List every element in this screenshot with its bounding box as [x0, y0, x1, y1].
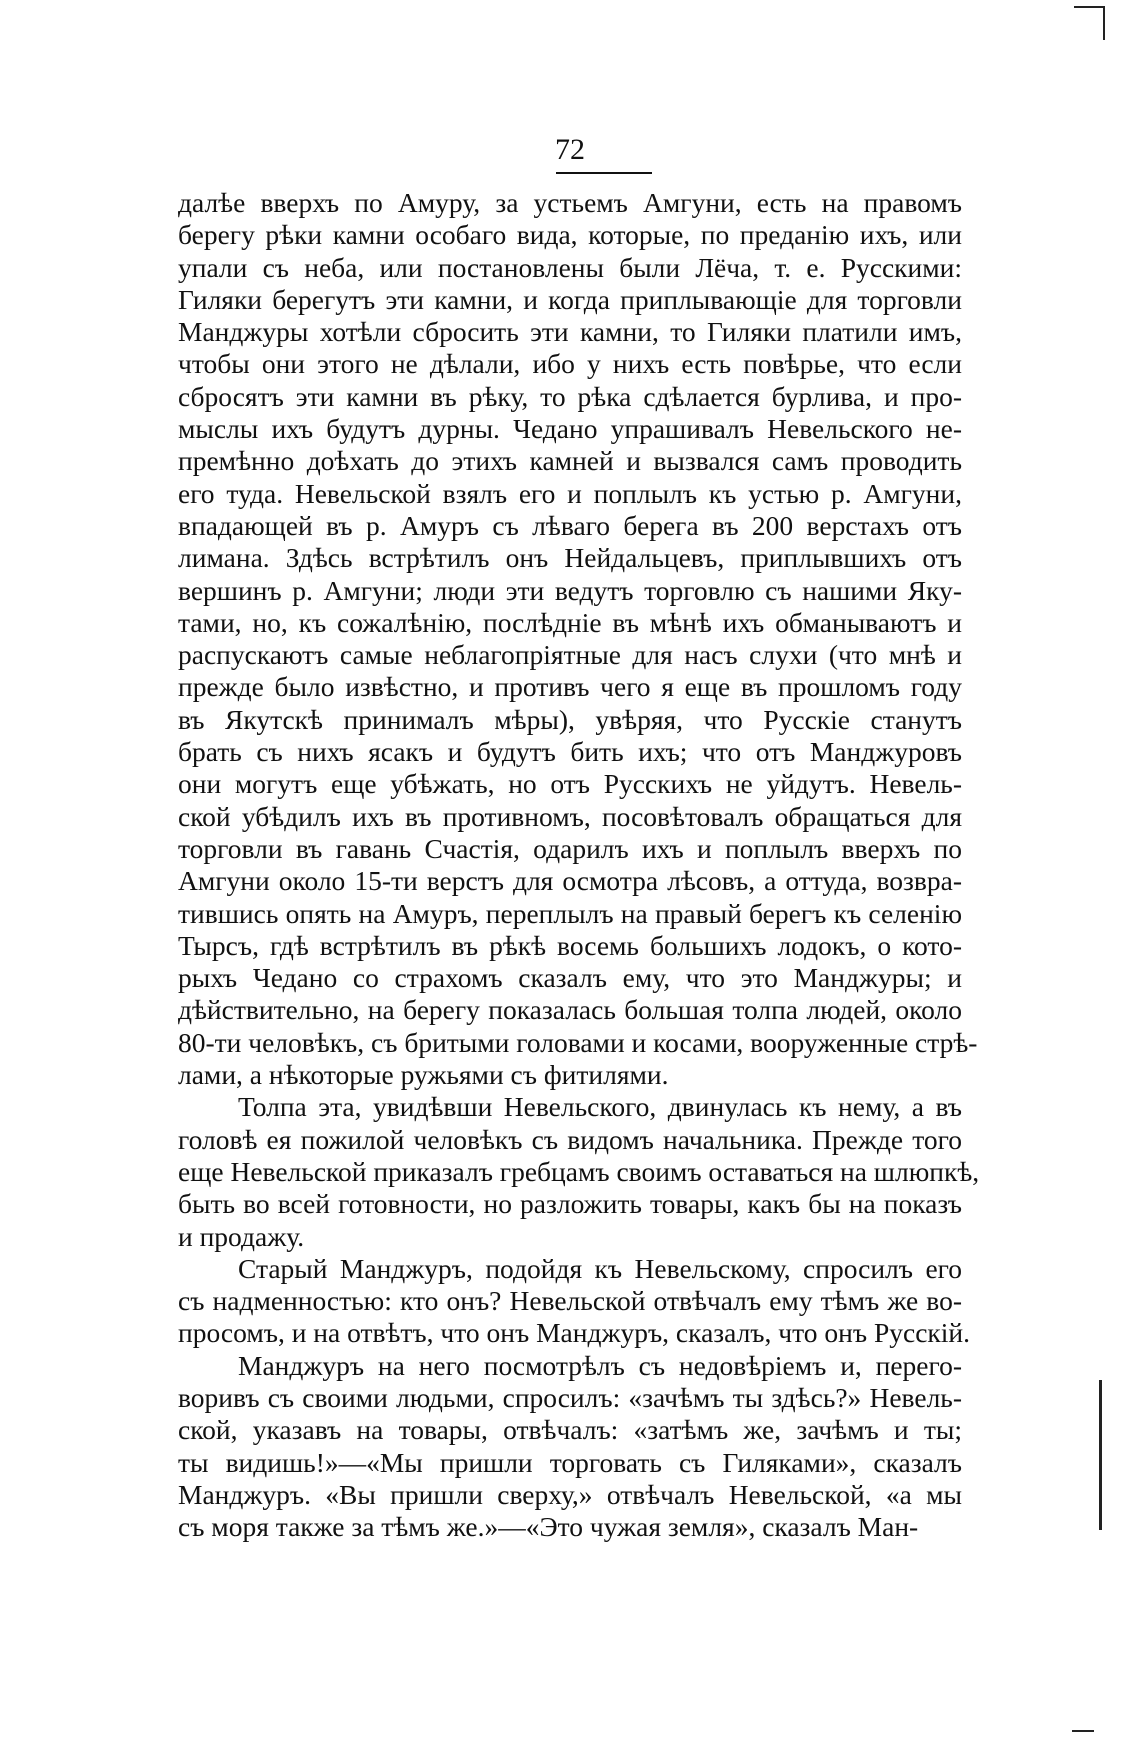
text-line: головѣ ея пожилой человѣкъ съ видомъ начальника. Прежде того	[178, 1123, 962, 1155]
text-line: упали съ неба, или постановлены были Лёча, т. е. Русскими:	[178, 251, 962, 283]
text-line: и продажу.	[178, 1220, 305, 1252]
text-line: ской, указавъ на товары, отвѣчалъ: «затѣмъ же, зачѣмъ и ты;	[178, 1414, 962, 1446]
text-line: торговли въ гавань Счастія, одарилъ ихъ и поплылъ вверхъ по	[178, 832, 962, 864]
text-line: Манджуры хотѣли сбросить эти камни, то Гиляки платили имъ,	[178, 316, 962, 348]
paragraph	[178, 1350, 962, 1544]
text-line: въ Якутскѣ принималъ мѣры), увѣряя, что Русскіе станутъ	[178, 703, 962, 735]
text-line: Манджуръ. «Вы пришли сверху,» отвѣчалъ Невельской, «а мы	[178, 1478, 962, 1510]
paragraph	[178, 187, 978, 1091]
text-line: просомъ, и на отвѣтъ, что онъ Манджуръ, сказалъ, что онъ Русскій.	[178, 1317, 970, 1349]
scan-edge-mark-top-rule	[1074, 6, 1105, 8]
text-line: быть во всей готовности, но разложить товары, какъ бы на показъ	[178, 1188, 962, 1220]
text-line: его туда. Невельской взялъ его и поплылъ къ устью р. Амгуни,	[178, 477, 962, 509]
text-line: лами, а нѣкоторые ружьями съ фитилями.	[178, 1059, 669, 1091]
text-line: далѣе вверхъ по Амуру, за устьемъ Амгуни, есть на правомъ	[178, 187, 962, 218]
text-line: воривъ съ своими людьми, спросилъ: «зачѣмъ ты здѣсь?» Невель-	[178, 1381, 962, 1413]
text-line: брать съ нихъ ясакъ и будутъ бить ихъ; что отъ Манджуровъ	[178, 736, 962, 768]
text-line: ты видишь!»—«Мы пришли торговать съ Гиляками», сказалъ	[178, 1446, 962, 1478]
text-line: прежде было извѣстно, и противъ чего я еще въ прошломъ году	[178, 671, 962, 703]
body-text	[178, 187, 980, 1543]
paragraph	[178, 1252, 970, 1350]
scan-edge-mark-top	[1103, 6, 1105, 40]
text-line: 80-ти человѣкъ, съ бритыми головами и косами, вооруженные стрѣ-	[178, 1026, 978, 1058]
scan-edge-mark-right	[1099, 1380, 1102, 1530]
text-line: Манджуръ на него посмотрѣлъ съ недовѣріемъ и, перего-	[238, 1349, 962, 1381]
text-line: впадающей въ р. Амуръ съ лѣваго берега въ 200 верстахъ отъ	[178, 509, 962, 541]
text-line: рыхъ Чедано со страхомъ сказалъ ему, что это Манджуры; и	[178, 962, 962, 994]
text-line: мыслы ихъ будутъ дурны. Чедано упрашивалъ Невельского не-	[178, 413, 962, 445]
text-line: вершинъ р. Амгуни; люди эти ведутъ торговлю съ нашими Яку-	[178, 574, 962, 606]
text-line: распускаютъ самые неблагопріятные для насъ слухи (что мнѣ и	[178, 639, 962, 671]
page-number-rule	[556, 172, 652, 174]
page-number: 72	[555, 133, 585, 166]
paragraph	[178, 1091, 980, 1252]
text-line: чтобы они этого не дѣлали, ибо у нихъ есть повѣрье, что если	[178, 348, 962, 380]
text-line: Амгуни около 15-ти верстъ для осмотра лѣсовъ, а оттуда, возвра-	[178, 865, 962, 897]
text-line: дѣйствительно, на берегу показалась большая толпа людей, около	[178, 994, 962, 1026]
text-line: тами, но, къ сожалѣнію, послѣдніе въ мѣнѣ ихъ обманываютъ и	[178, 606, 962, 638]
text-line: Толпа эта, увидѣвши Невельского, двинулась къ нему, а въ	[238, 1091, 962, 1123]
text-line: Гиляки берегутъ эти камни, и когда приплывающіе для торговли	[178, 283, 962, 315]
text-line: тившись опять на Амуръ, переплылъ на правый берегъ къ селенію	[178, 897, 962, 929]
text-line: съ надменностью: кто онъ? Невельской отвѣчалъ ему тѣмъ же во-	[178, 1285, 962, 1317]
text-line: лимана. Здѣсь встрѣтилъ онъ Нейдальцевъ, приплывшихъ отъ	[178, 542, 962, 574]
text-line: еще Невельской приказалъ гребцамъ своимъ оставаться на шлюпкѣ,	[178, 1155, 980, 1187]
text-line: они могутъ еще убѣжать, но отъ Русскихъ не уйдутъ. Невель-	[178, 768, 962, 800]
text-line: Старый Манджуръ, подойдя къ Невельскому, спросилъ его	[238, 1252, 962, 1284]
text-line: ской убѣдилъ ихъ въ противномъ, посовѣтовалъ обращаться для	[178, 800, 962, 832]
text-line: сбросятъ эти камни въ рѣку, то рѣка сдѣлается бурлива, и про-	[178, 380, 962, 412]
text-line: премѣнно доѣхать до этихъ камней и вызвался самъ проводить	[178, 445, 962, 477]
text-line: берегу рѣки камни особаго вида, которые, по преданію ихъ, или	[178, 219, 962, 251]
text-line: съ моря также за тѣмъ же.»—«Это чужая земля», сказалъ Ман-	[178, 1511, 919, 1543]
text-line: Тырсъ, гдѣ встрѣтилъ въ рѣкѣ восемь большихъ лодокъ, о кото-	[178, 929, 962, 961]
scan-edge-mark-bottom	[1072, 1730, 1094, 1732]
